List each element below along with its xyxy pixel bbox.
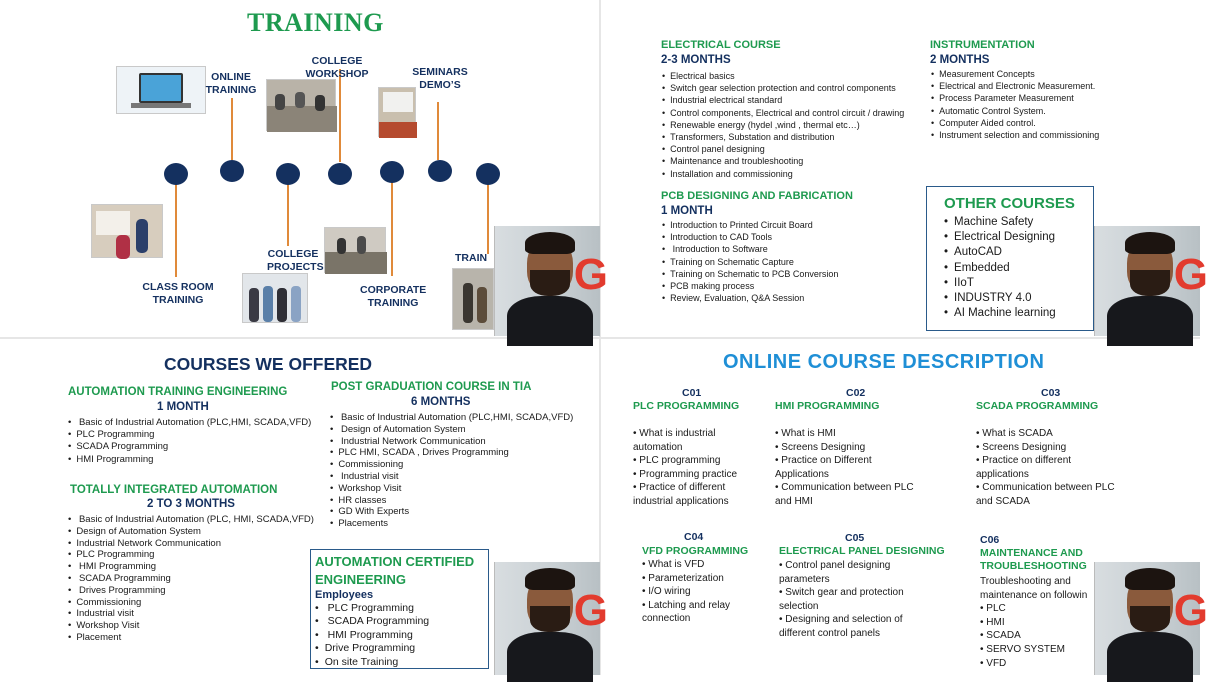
list-item: • Design of Automation System — [68, 526, 314, 538]
instrumentation-duration: 2 MONTHS — [930, 54, 990, 66]
timeline-node — [380, 161, 404, 183]
list-item: • PLC HMI, SCADA , Drives Programming — [330, 447, 573, 459]
list-item: • Introduction to Software — [662, 243, 838, 255]
list-item: • Maintenance and troubleshooting — [662, 155, 904, 167]
certified-sub: Employees — [315, 589, 374, 601]
ate-heading: AUTOMATION TRAINING ENGINEERING — [68, 386, 288, 398]
label-class-room: CLASS ROOM TRAINING — [142, 281, 214, 306]
list-item: • Installation and commissioning — [662, 168, 904, 180]
list-item: • Control components, Electrical and control circuit / drawing — [662, 107, 904, 119]
c03-number: C03 — [1041, 387, 1061, 399]
list-item: • PLC Programming — [315, 602, 429, 615]
list-item: • HR classes — [330, 495, 573, 507]
list-item: • Industrial electrical standard — [662, 94, 904, 106]
list-item: • Electrical Designing — [944, 230, 1056, 245]
online-training-photo — [116, 66, 206, 114]
list-item: • Training on Schematic Capture — [662, 256, 838, 268]
list-item: • Switch gear selection protection and control components — [662, 82, 904, 94]
list-item: • Control panel designing — [662, 143, 904, 155]
c02-number: C02 — [846, 387, 866, 399]
list-item: • IIoT — [944, 276, 1056, 291]
list-item: • Commissioning — [68, 597, 314, 609]
c01-heading: PLC PROGRAMMING — [633, 400, 740, 412]
timeline-node — [476, 163, 500, 185]
timeline-node — [328, 163, 352, 185]
certified-list — [315, 602, 429, 669]
presenter-webcam: G — [1094, 226, 1200, 336]
electrical-heading: ELECTRICAL COURSE — [661, 39, 781, 51]
list-item: • Measurement Concepts — [931, 68, 1099, 80]
training-partial-photo — [452, 268, 494, 330]
c05-number: C05 — [845, 532, 865, 544]
c05-text: • Control panel designing parameters • Switch gear and protection selection • Designing and selection of different control panels — [779, 560, 904, 639]
c04-heading: VFD PROGRAMMING — [642, 545, 749, 557]
list-item: • SCADA Programming — [315, 615, 429, 628]
c04-number: C04 — [684, 531, 704, 543]
list-item: • Workshop Visit — [330, 483, 573, 495]
tia-heading: TOTALLY INTEGRATED AUTOMATION — [70, 484, 278, 496]
list-item: • Commissioning — [330, 459, 573, 471]
list-item: • Basic of Industrial Automation (PLC, HMI, SCADA,VFD) — [68, 514, 314, 526]
list-item: • Design of Automation System — [330, 424, 573, 436]
c06-number: C06 — [980, 534, 1000, 546]
list-item: • HMI Programming — [68, 561, 314, 573]
timeline-stem — [287, 184, 289, 246]
training-title: TRAINING — [247, 8, 384, 37]
certified-heading: AUTOMATION CERTIFIED ENGINEERING — [315, 554, 475, 587]
timeline-stem — [339, 69, 341, 162]
presenter-webcam: G — [494, 226, 600, 336]
ate-duration: 1 MONTH — [157, 401, 209, 413]
list-item: • Training on Schematic to PCB Conversion — [662, 268, 838, 280]
label-college-projects: COLLEGE PROJECTS — [267, 248, 324, 273]
list-item: • Electrical basics — [662, 70, 904, 82]
list-item: • Drive Programming — [315, 642, 429, 655]
c06-text: Troubleshooting and maintenance on followin • PLC • HMI • SCADA • SERVO SYSTEM • VFD — [980, 576, 1088, 669]
list-item: • SCADA Programming — [68, 441, 311, 453]
list-item: • Introduction to CAD Tools — [662, 231, 838, 243]
online-title: ONLINE COURSE DESCRIPTION — [723, 351, 1045, 373]
other-courses-heading: OTHER COURSES — [944, 195, 1075, 212]
list-item: • Instrument selection and commissioning — [931, 129, 1099, 141]
list-item: • Industrial Network Communication — [330, 436, 573, 448]
list-item: • HMI Programming — [68, 454, 311, 466]
c06-heading: MAINTENANCE AND TROUBLESHOOTING — [980, 547, 1087, 572]
courses-title: COURSES WE OFFERED — [164, 354, 373, 374]
list-item: • Industrial visit — [330, 471, 573, 483]
pg-heading: POST GRADUATION COURSE IN TIA — [331, 381, 532, 393]
tia-duration: 2 TO 3 MONTHS — [147, 498, 235, 510]
list-item: • Basic of Industrial Automation (PLC,HMI, SCADA,VFD) — [68, 417, 311, 429]
c03-heading: SCADA PROGRAMMING — [976, 400, 1099, 412]
list-item: • INDUSTRY 4.0 — [944, 291, 1056, 306]
timeline-stem — [391, 181, 393, 276]
list-item: • Embedded — [944, 261, 1056, 276]
pcb-heading: PCB DESIGNING AND FABRICATION — [661, 190, 853, 202]
list-item: • Automatic Control System. — [931, 105, 1099, 117]
c02-heading: HMI PROGRAMMING — [775, 400, 880, 412]
tia-list — [68, 514, 314, 644]
pg-duration: 6 MONTHS — [411, 396, 471, 408]
presenter-webcam: G — [1094, 562, 1200, 675]
instrumentation-list — [931, 68, 1099, 141]
timeline-node — [428, 160, 452, 182]
list-item: • AutoCAD — [944, 245, 1056, 260]
list-item: • Workshop Visit — [68, 620, 314, 632]
instrumentation-heading: INSTRUMENTATION — [930, 39, 1035, 51]
list-item: • AI Machine learning — [944, 306, 1056, 321]
timeline-stem — [437, 102, 439, 160]
electrical-list — [662, 70, 904, 180]
college-workshop-photo — [266, 79, 336, 131]
label-training-partial: TRAIN — [455, 252, 488, 264]
pg-list — [330, 412, 573, 530]
list-item: • Industrial Network Communication — [68, 538, 314, 550]
c02-text: • What is HMI • Screens Designing • Practice on Different Applications • Communication between PLC and HMI — [775, 428, 914, 507]
ate-list — [68, 417, 311, 466]
list-item: • SCADA Programming — [68, 573, 314, 585]
list-item: • Placements — [330, 518, 573, 530]
timeline-node — [276, 163, 300, 185]
list-item: • Renewable energy (hydel ,wind , thermal etc…) — [662, 119, 904, 131]
list-item: • GD With Experts — [330, 506, 573, 518]
c04-text: • What is VFD • Parameterization • I/O wiring • Latching and relay connection — [642, 559, 731, 625]
seminars-photo — [378, 87, 416, 137]
list-item: • Computer Aided control. — [931, 117, 1099, 129]
list-item: • Electrical and Electronic Measurement. — [931, 80, 1099, 92]
other-courses-list — [944, 215, 1056, 321]
pcb-duration: 1 MONTH — [661, 205, 713, 217]
list-item: • On site Training — [315, 656, 429, 669]
electrical-duration: 2-3 MONTHS — [661, 54, 731, 66]
list-item: • Placement — [68, 632, 314, 644]
c03-text: • What is SCADA • Screens Designing • Practice on different applications • Communication between PLC and SCADA — [976, 428, 1115, 507]
timeline-stem — [487, 184, 489, 254]
label-seminars: SEMINARS DEMO’S — [412, 66, 468, 91]
list-item: • Transformers, Substation and distribution — [662, 131, 904, 143]
label-corporate: CORPORATE TRAINING — [360, 284, 427, 309]
class-room-photo — [91, 204, 163, 258]
label-college-workshop: COLLEGE WORKSHOP — [305, 55, 369, 80]
list-item: • PCB making process — [662, 280, 838, 292]
corporate-photo — [324, 227, 386, 273]
list-item: • PLC Programming — [68, 549, 314, 561]
c01-number: C01 — [682, 387, 702, 399]
list-item: • HMI Programming — [315, 629, 429, 642]
college-projects-photo — [242, 273, 308, 323]
c05-heading: ELECTRICAL PANEL DESIGNING — [779, 545, 945, 557]
list-item: • Drives Programming — [68, 585, 314, 597]
timeline-node — [220, 160, 244, 182]
horizontal-divider — [0, 337, 1200, 339]
presenter-webcam: G — [494, 562, 600, 675]
timeline-stem — [231, 98, 233, 160]
list-item: • Basic of Industrial Automation (PLC,HMI, SCADA,VFD) — [330, 412, 573, 424]
list-item: • Review, Evaluation, Q&A Session — [662, 292, 838, 304]
timeline-stem — [175, 184, 177, 277]
pcb-list — [662, 219, 838, 304]
list-item: • PLC Programming — [68, 429, 311, 441]
list-item: • Process Parameter Measurement — [931, 92, 1099, 104]
label-online-training: ONLINE TRAINING — [205, 71, 257, 96]
list-item: • Introduction to Printed Circuit Board — [662, 219, 838, 231]
c01-text: • What is industrial automation • PLC programming • Programming practice • Practice of different industrial applications — [633, 428, 738, 507]
timeline-node — [164, 163, 188, 185]
list-item: • Industrial visit — [68, 608, 314, 620]
list-item: • Machine Safety — [944, 215, 1056, 230]
